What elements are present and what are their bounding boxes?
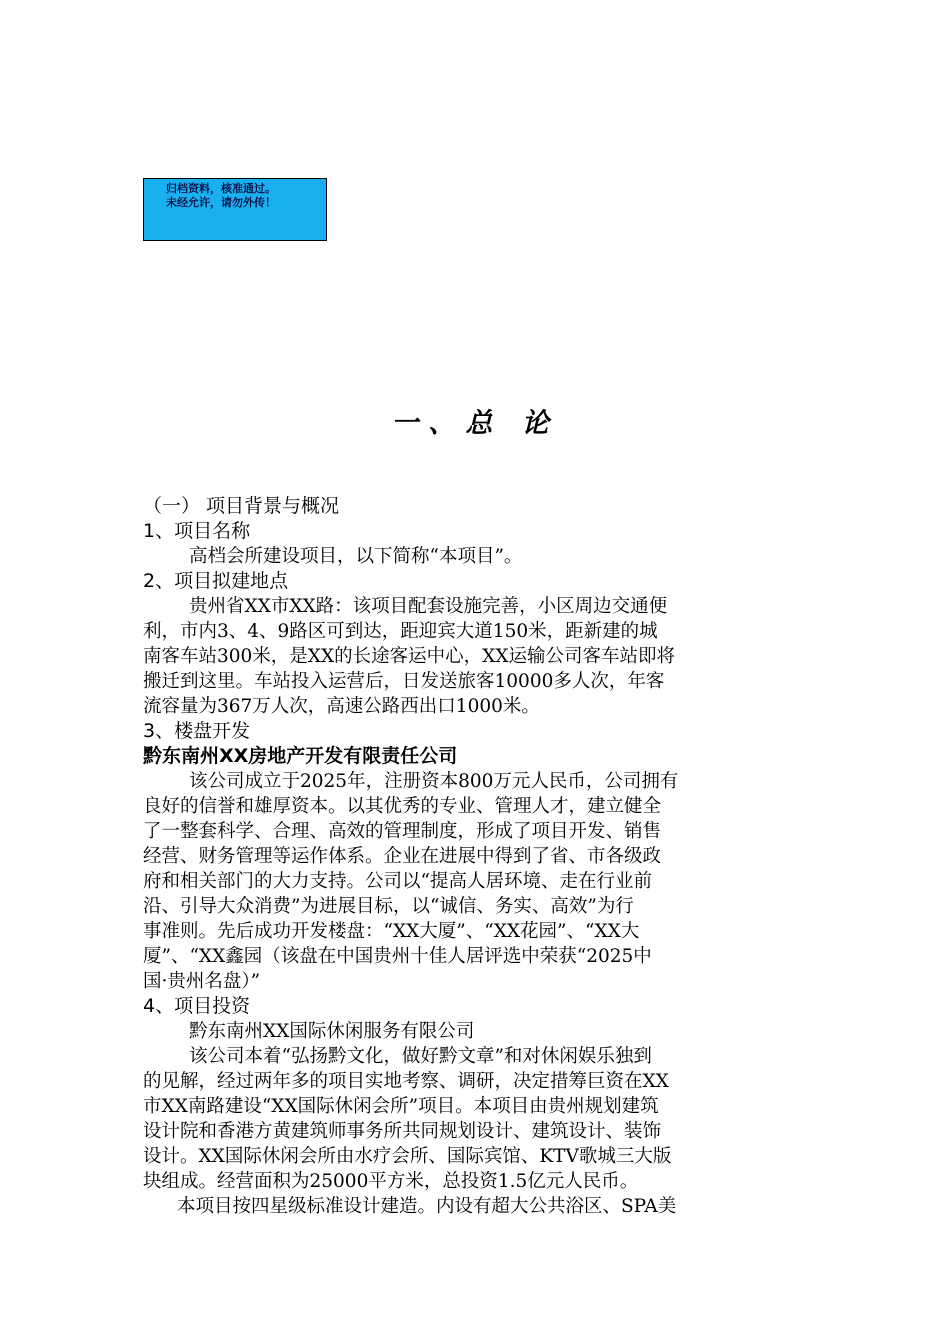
paragraph-line: 本项目按四星级标准设计建造。内设有超大公共浴区、SPA美 bbox=[177, 1196, 677, 1217]
paragraph-line: 利，市内3、4、9路区可到达，距迎宾大道150米，距新建的城 bbox=[143, 621, 658, 642]
paragraph-line: 该公司本着“弘扬黔文化，做好黔文章”和对休闲娱乐独到 bbox=[189, 1046, 652, 1067]
paragraph-line: 事准则。先后成功开发楼盘：“XX大厦”、“XX花园”、“XX大 bbox=[143, 921, 640, 942]
paragraph-line: 该公司成立于2025年，注册资本800万元人民币，公司拥有 bbox=[189, 771, 679, 792]
paragraph-line: 贵州省XX市XX路：该项目配套设施完善，小区周边交通便 bbox=[189, 596, 668, 617]
paragraph-line: 设计院和香港方黄建筑师事务所共同规划设计、建筑设计、装饰 bbox=[143, 1121, 662, 1142]
heading-project-investment: 4、项目投资 bbox=[143, 995, 251, 1017]
investor-company-name: 黔东南州XX国际休闲服务有限公司 bbox=[189, 1021, 475, 1042]
paragraph-line: 厦”、“XX鑫园（该盘在中国贵州十佳人居评选中荣获“2025中 bbox=[143, 946, 652, 967]
paragraph-line: 了一整套科学、合理、高效的管理制度，形成了项目开发、销售 bbox=[143, 821, 662, 842]
paragraph-line: 设计。XX国际休闲会所由水疗会所、国际宾馆、KTV歌城三大版 bbox=[143, 1146, 672, 1167]
section-heading: （一） 项目背景与概况 bbox=[143, 495, 340, 517]
paragraph-line: 经营、财务管理等运作体系。企业在进展中得到了省、市各级政 bbox=[143, 846, 662, 867]
paragraph-line: 市XX南路建设“XX国际休闲会所”项目。本项目由贵州规划建筑 bbox=[143, 1096, 659, 1117]
paragraph-line: 搬迁到这里。车站投入运营后，日发送旅客10000多人次，年客 bbox=[143, 671, 665, 692]
archive-stamp bbox=[143, 178, 327, 241]
paragraph-line: 块组成。经营面积为25000平方米，总投资1.5亿元人民币。 bbox=[143, 1171, 639, 1192]
paragraph-line: 南客车站300米，是XX的长途客运中心，XX运输公司客车站即将 bbox=[143, 646, 675, 667]
paragraph-line: 良好的信誉和雄厚资本。以其优秀的专业、管理人才，建立健全 bbox=[143, 796, 662, 817]
paragraph-line: 府和相关部门的大力支持。公司以“提高人居环境、走在行业前 bbox=[143, 871, 652, 892]
heading-project-name: 1、项目名称 bbox=[143, 520, 251, 542]
heading-property-development: 3、楼盘开发 bbox=[143, 720, 251, 742]
paragraph-line: 国·贵州名盘）” bbox=[143, 971, 261, 992]
document-body bbox=[143, 494, 813, 1219]
chapter-title: 一、总 论 bbox=[391, 408, 559, 439]
stamp-line-2: 未经允许，请勿外传！ bbox=[166, 196, 276, 209]
paragraph-line: 沿、引导大众消费”为进展目标，以“诚信、务实、高效”为行 bbox=[143, 896, 634, 917]
paragraph-line: 的见解，经过两年多的项目实地考察、调研，决定措筹巨资在XX bbox=[143, 1071, 669, 1092]
stamp-line-1: 归档资料，核准通过。 bbox=[166, 182, 276, 195]
paragraph-line: 流容量为367万人次，高速公路西出口1000米。 bbox=[143, 696, 540, 717]
paragraph-line: 高档会所建设项目，以下简称“本项目”。 bbox=[189, 546, 523, 567]
heading-project-location: 2、项目拟建地点 bbox=[143, 570, 289, 592]
developer-company-name: 黔东南州XX房地产开发有限责任公司 bbox=[143, 745, 458, 767]
